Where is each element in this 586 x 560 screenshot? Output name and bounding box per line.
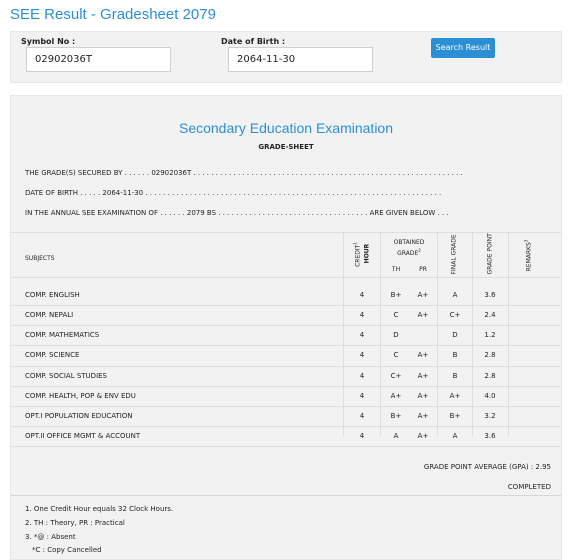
subject-name: COMP. SOCIAL STUDIES [25,372,108,380]
sheet-title: GRADE-SHEET [258,143,314,151]
th-grade: A+ [390,392,402,400]
th-grade: B+ [390,412,402,420]
th-grade: C [393,351,399,359]
credit-value: 4 [359,372,365,380]
table-bottom-border [11,446,561,447]
subject-name: OPT.I POPULATION EDUCATION [25,412,133,420]
subject-name: COMP. SCIENCE [25,351,80,359]
table-header-border [11,277,561,278]
header-pr: PR [419,266,427,273]
row-divider [11,386,561,387]
header-credit: CREDIT$^1$ [352,242,362,267]
header-subjects: SUBJECTS [25,255,55,262]
status-text: COMPLETED [507,483,551,491]
header-grade-point: GRADE POINT [486,233,494,275]
subject-name: COMP. HEALTH, POP & ENV EDU [25,392,136,400]
search-form [10,31,562,83]
credit-value: 4 [359,392,365,400]
footnote: 2. TH : Theory, PR : Practical [25,519,125,527]
pr-grade: A+ [417,432,429,440]
table-top-border [11,232,561,233]
pr-grade: A+ [417,372,429,380]
final-grade: B [452,372,458,380]
credit-value: 4 [359,311,365,319]
exam-line: IN THE ANNUAL SEE EXAMINATION OF . . . . . . 2079 BS . . . . . . . . . . . . . . . . . . . . . . . . . . . . . . . . . . ARE GIVEN BELOW . . . [25,209,449,217]
subject-name: COMP. NEPALI [25,311,74,319]
row-divider [11,366,561,367]
credit-value: 4 [359,412,365,420]
grade-point: 2.4 [484,311,496,319]
header-remarks: REMARKS$^3$ [523,239,533,272]
dob-input[interactable]: 2064-11-30 [228,47,373,72]
pr-grade: A+ [417,392,429,400]
subject-name: COMP. MATHEMATICS [25,331,100,339]
final-grade: D [452,331,458,339]
notes-divider [11,495,561,496]
subject-name: COMP. ENGLISH [25,291,80,299]
row-divider [11,406,561,407]
header-grade: GRADE$^2$ [397,248,421,257]
page-title: SEE Result - Gradesheet 2079 [10,6,216,23]
final-grade: B [452,351,458,359]
row-divider [11,325,561,326]
th-grade: C+ [390,372,402,380]
pr-grade: A+ [417,351,429,359]
pr-grade: A+ [417,291,429,299]
pr-grade: A+ [417,412,429,420]
symbol-label: Symbol No : [21,37,76,46]
row-divider [11,345,561,346]
grade-point: 2.8 [484,372,496,380]
grade-point: 4.0 [484,392,496,400]
header-th: TH [391,266,401,273]
credit-value: 4 [359,351,365,359]
final-grade: B+ [449,412,461,420]
th-grade: C [393,311,399,319]
header-final-grade: FINAL GRADE [450,234,458,275]
row-divider [11,305,561,306]
grade-point: 2.8 [484,351,496,359]
exam-title: Secondary Education Examination [178,120,394,136]
dob-label: Date of Birth : [221,37,286,46]
secured-by-line: THE GRADE(S) SECURED BY . . . . . . 02902036T . . . . . . . . . . . . . . . . . . . . . . . . . . . . . . . . . . . . . . . . . . . . . . . . . . . . . . . . . . . . . [25,169,463,177]
credit-value: 4 [359,432,365,440]
footnote: *C : Copy Cancelled [32,546,102,554]
pr-grade: A+ [417,311,429,319]
dob-line: DATE OF BIRTH . . . . . 2064-11-30 . . . . . . . . . . . . . . . . . . . . . . . . . . . . . . . . . . . . . . . . . . . . . . . . . . . . . . . . . . . . . . . . . . . [25,189,442,197]
final-grade: A [452,432,458,440]
row-divider [11,426,561,427]
gradesheet-panel [10,95,562,560]
final-grade: A+ [449,392,461,400]
symbol-input[interactable]: 02902036T [26,47,171,72]
gpa-text: GRADE POINT AVERAGE (GPA) : 2.95 [423,463,551,471]
th-grade: A [393,432,399,440]
th-grade: B+ [390,291,402,299]
subject-name: OPT.II OFFICE MGMT & ACCOUNT [25,432,141,440]
header-obtained: OBTAINED [393,239,425,246]
final-grade: C+ [449,311,461,319]
grade-point: 3.2 [484,412,496,420]
search-result-button[interactable]: Search Result [431,38,495,58]
footnote: 1. One Credit Hour equals 32 Clock Hours. [25,505,174,513]
grade-point: 3.6 [484,432,496,440]
th-grade: D [393,331,399,339]
footnote: 3. *@ : Absent [25,533,76,541]
final-grade: A [452,291,458,299]
grade-point: 3.6 [484,291,496,299]
header-hour: HOUR [363,243,371,264]
credit-value: 4 [359,291,365,299]
grade-point: 1.2 [484,331,496,339]
credit-value: 4 [359,331,365,339]
